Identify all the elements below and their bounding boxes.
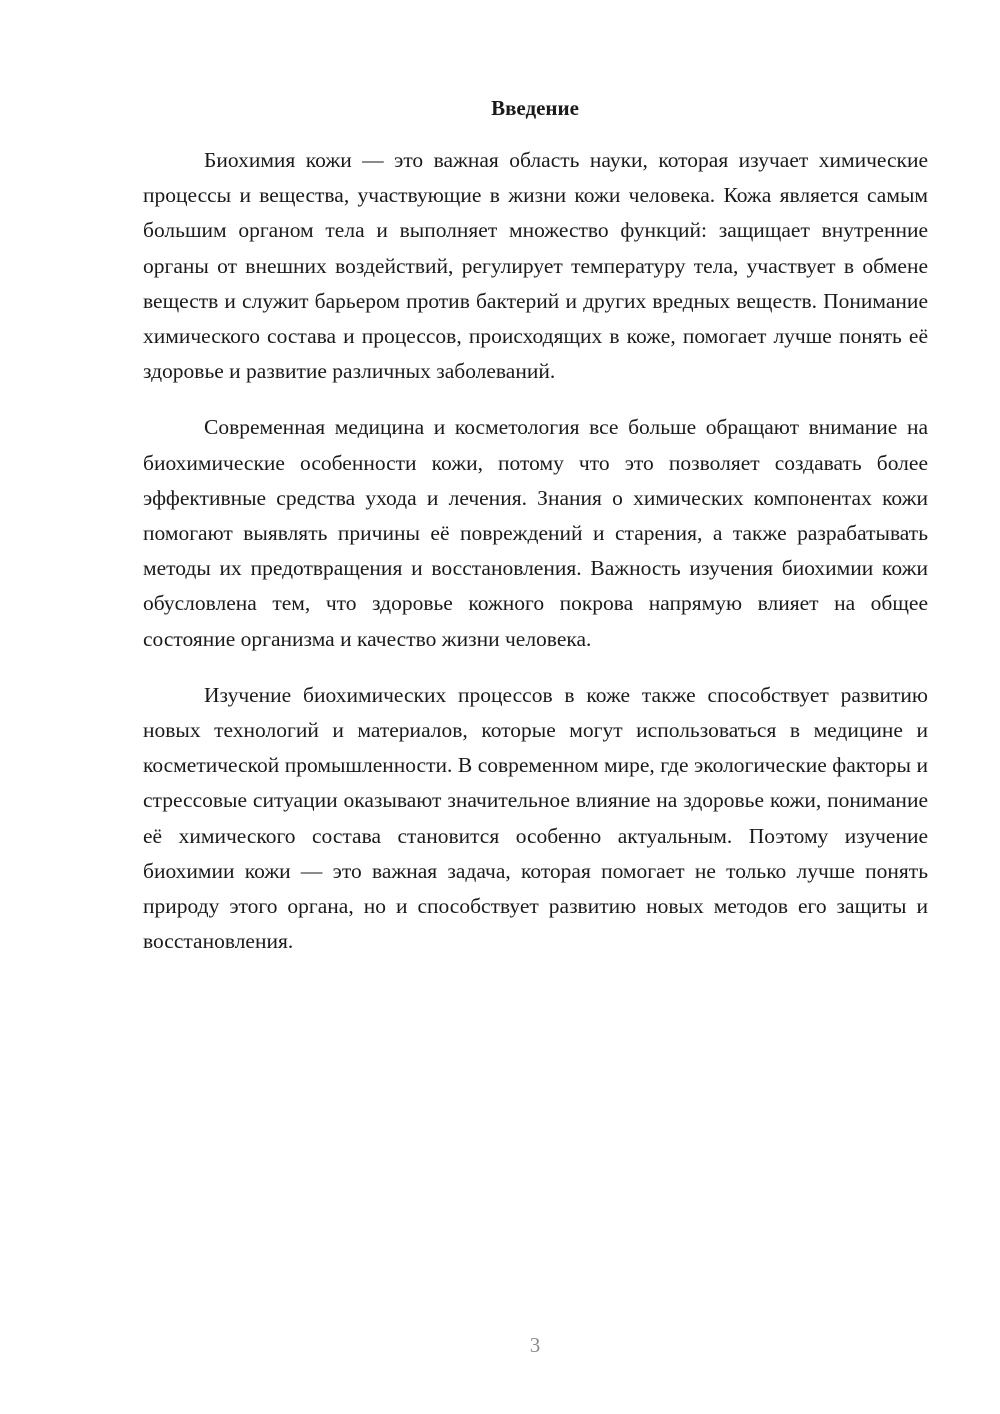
paragraph-2: Современная медицина и косметология все больше обращают внимание на биохимические особенности кожи, потому что это позволяет создавать более эффективные средства ухода и лечения. Знания о химических компонентах кожи помогают выявлять причины её повреждений и старения, а также разрабатывать методы их предотвращения и восстановления. Важность изучения биохимии кожи обусловлена тем, что здоровье кожного покрова напрямую влияет на общее состояние организма и качество жизни человека.: [143, 415, 928, 651]
paragraph-3: Изучение биохимических процессов в коже также способствует развитию новых технологий и материалов, которые могут использоваться в медицине и косметической промышленности. В современном мире, где экологические факторы и стрессовые ситуации оказывают значительное влияние на здоровье кожи, понимание её химического состава становится особенно актуальным. Поэтому изучение биохимии кожи — это важная задача, которая помогает не только лучше понять природу этого органа, но и способствует развитию новых методов его защиты и восстановления.: [143, 682, 928, 954]
document-body: [143, 143, 928, 980]
section-heading: Введение: [491, 96, 579, 120]
page-number: 3: [529, 1333, 541, 1357]
paragraph-1: Биохимия кожи — это важная область науки, которая изучает химические процессы и вещества, участвующие в жизни кожи человека. Кожа является самым большим органом тела и выполняет множество функций: защищает внутренние органы от внешних воздействий, регулирует температуру тела, участвует в обмене веществ и служит барьером против бактерий и других вредных веществ. Понимание химического состава и процессов, происходящих в коже, помогает лучше понять её здоровье и развитие различных заболеваний.: [143, 148, 928, 384]
